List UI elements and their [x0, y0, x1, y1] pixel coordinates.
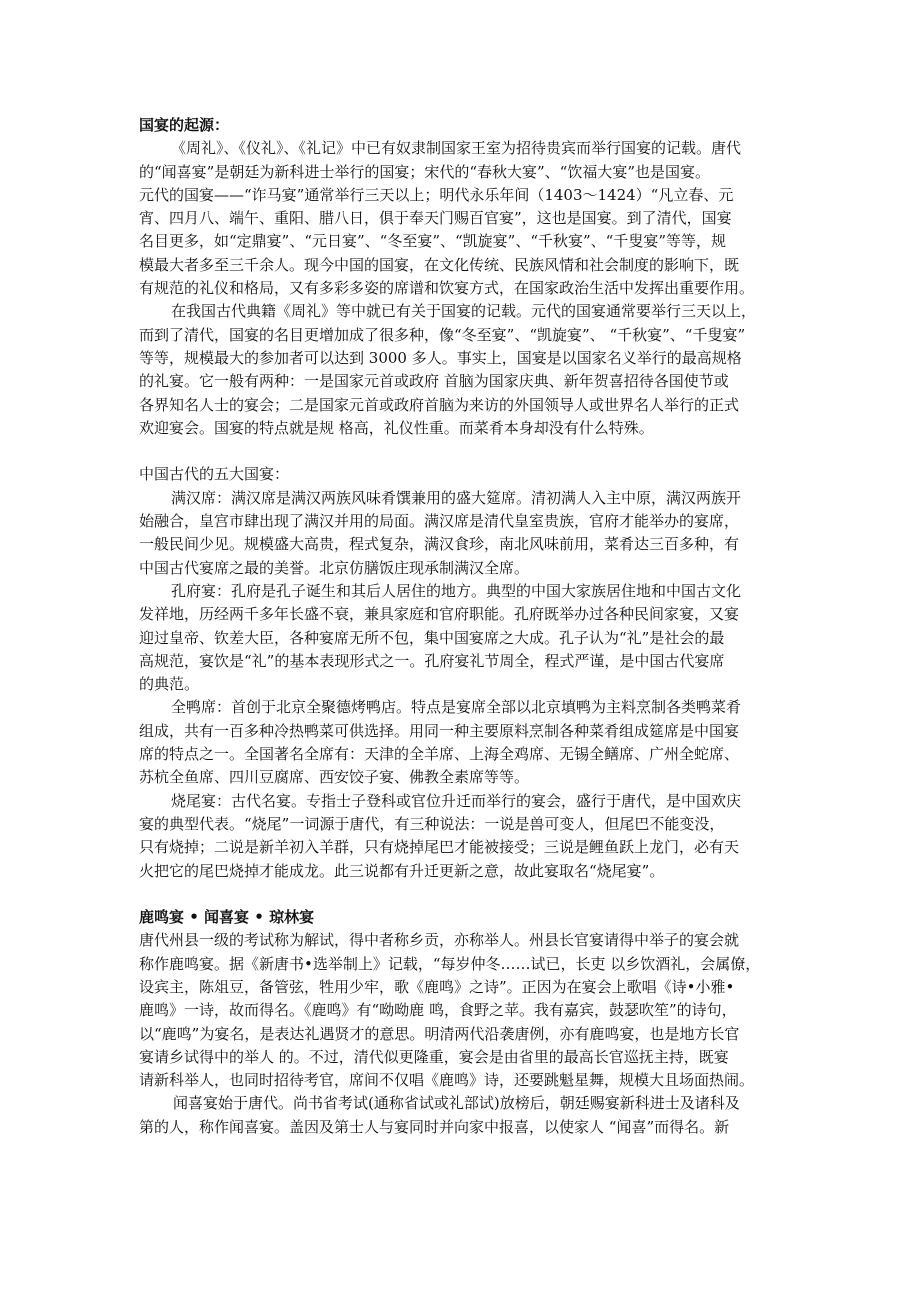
- text-line: 唐代州县一级的考试称为解试，得中者称乡贡，亦称举人。州县长官宴请得中举子的宴会就: [139, 931, 740, 950]
- text-line: 等等，规模最大的参加者可以达到 3000 多人。事实上，国宴是以国家名义举行的最高规格: [139, 348, 742, 367]
- text-line: 组成，共有一百多种冷热鸭菜可供选择。用同一种主要原料烹制各种菜肴组成筵席是中国宴: [139, 721, 740, 740]
- section-title-origin: 国宴的起源：: [139, 116, 230, 134]
- text-line: 各界知名人士的宴会；二是国家元首或政府首脑为来访的外国领导人或世界名人举行的正式: [139, 395, 740, 414]
- text-line: 而到了清代，国宴的名目更增加成了很多种，像“冬至宴”、“凯旋宴”、 “千秋宴”、“千叟宴”: [139, 325, 746, 344]
- section-title-luming: 鹿鸣宴 • 闻喜宴 • 琼林宴: [139, 908, 315, 927]
- text-line: 迎过皇帝、钦差大臣，各种宴席无所不包，集中国宴席之大成。孔子认为“礼”是社会的最: [139, 628, 725, 647]
- section-title-five-banquets: 中国古代的五大国宴：: [139, 465, 290, 484]
- text-line: 的典范。: [139, 675, 200, 694]
- paragraph-origin-1: [139, 137, 789, 300]
- spacer: [139, 883, 789, 906]
- text-line: 元代的国宴——“诈马宴”通常举行三天以上；明代永乐年间（1403～1424）“凡立春、元: [139, 185, 734, 204]
- paragraph-shaowei: [139, 790, 789, 883]
- text-line: 的“闻喜宴”是朝廷为新科进士举行的国宴；宋代的“春秋大宴”、“饮福大宴”也是国宴。: [139, 162, 711, 181]
- text-line: 始融合，皇宫市肆出现了满汉并用的局面。满汉席是清代皇室贵族，官府才能举办的宴席，: [139, 512, 740, 531]
- text-line: 宵、四月八、端午、重阳、腊八日，俱于奉天门赐百官宴”，这也是国宴。到了清代，国宴: [139, 209, 732, 228]
- text-line: 全鸭席：首创于北京全聚德烤鸭店。特点是宴席全部以北京填鸭为主料烹制各类鸭菜肴: [171, 698, 742, 717]
- text-line: 闻喜宴始于唐代。尚书省考试(通称省试或礼部试)放榜后，朝廷赐宴新科进士及诸科及: [173, 1094, 740, 1113]
- paragraph-kongfu: [139, 580, 789, 696]
- text-line: 设宾主，陈俎豆，备管弦，牲用少牢，歌《鹿鸣》之诗”。正因为在宴会上歌唱《诗•小雅•: [139, 977, 735, 996]
- document-page: [139, 114, 789, 1139]
- text-line: 称作鹿鸣宴。据《新唐书•选举制上》记载，“每岁仲冬……试已，长吏 以乡饮酒礼，会属僚，: [139, 954, 761, 973]
- paragraph-wenxi: [139, 1092, 789, 1139]
- text-line: 中国古代宴席之最的美誉。北京仿膳饭庄现承制满汉全席。: [139, 558, 530, 577]
- text-line: 鹿鸣》一诗，故而得名。《鹿鸣》有“呦呦鹿 鸣，食野之苹。我有嘉宾，鼓瑟吹笙”的诗句，: [139, 1001, 737, 1020]
- text-line: 只有烧掉；二说是新羊初入羊群，只有烧掉尾巴才能被接受；三说是鲤鱼跃上龙门，必有天: [139, 838, 740, 857]
- text-line: 欢迎宴会。国宴的特点就是规 格高，礼仪性重。而菜肴本身却没有什么特殊。: [139, 418, 654, 437]
- text-line: 火把它的尾巴烧掉才能成龙。此三说都有升迁更新之意，故此宴取名“烧尾宴”。: [139, 861, 665, 880]
- text-line: 宴请乡试得中的举人 的。不过，清代似更隆重，宴会是由省里的最高长官巡抚主持，既宴: [139, 1047, 729, 1066]
- text-line: 的礼宴。它一般有两种：一是国家元首或政府 首脑为国家庆典、新年贺喜招待各国使节或: [139, 372, 729, 391]
- text-line: 高规范，宴饮是“礼”的基本表现形式之一。孔府宴礼节周全，程式严谨，是中国古代宴席: [139, 651, 725, 670]
- text-line: 名目更多，如“定鼎宴”、“元日宴”、“冬至宴”、“凯旋宴”、“千秋宴”、“千叟宴”等等，规: [139, 232, 727, 251]
- paragraph-manhan: [139, 487, 789, 580]
- text-line: 宴的典型代表。“烧尾”一词源于唐代，有三种说法：一说是兽可变人，但尾巴不能变没，: [139, 814, 725, 833]
- text-line: 一般民间少见。规模盛大高贵，程式复杂，满汉食珍，南北风味前用，菜肴达三百多种，有: [139, 535, 740, 554]
- paragraph-quanya: [139, 696, 789, 789]
- text-line: 请新科举人，也同时招待考官，席间不仅唱《鹿鸣》诗，还要跳魁星舞，规模大且场面热闹。: [139, 1071, 755, 1090]
- paragraph-luming: [139, 929, 789, 1092]
- text-line: 有规范的礼仪和格局，又有多彩多姿的席谱和饮宴方式，在国家政治生活中发挥出重要作用。: [139, 279, 755, 298]
- text-line: 孔府宴：孔府是孔子诞生和其后人居住的地方。典型的中国大家族居住地和中国古文化: [171, 581, 742, 600]
- text-line: 《周礼》、《仪礼》、《礼记》中已有奴隶制国家王室为招待贵宾而举行国宴的记载。唐代: [171, 139, 742, 158]
- text-line: 席的特点之一。全国著名全席有：天津的全羊席、上海全鸡席、无锡全鳝席、广州全蛇席、: [139, 745, 740, 764]
- text-line: 以“鹿鸣”为宴名，是表达礼遇贤才的意思。明清两代沿袭唐例，亦有鹿鸣宴，也是地方长官: [139, 1024, 740, 1043]
- text-line: 在我国古代典籍《周礼》等中就已有关于国宴的记载。元代的国宴通常要举行三天以上，: [171, 302, 757, 321]
- text-line: 烧尾宴：古代名宴。专指士子登科或官位升迁而举行的宴会，盛行于唐代，是中国欢庆: [171, 791, 742, 810]
- text-line: 满汉席：满汉席是满汉两族风味肴馔兼用的盛大筵席。清初满人入主中原，满汉两族开: [171, 488, 742, 507]
- spacer: [139, 440, 789, 463]
- text-line: 第的人，称作闻喜宴。盖因及第士人与宴同时并向家中报喜，以使家人 “闻喜”而得名。新: [139, 1117, 730, 1136]
- text-line: 模最大者多至三千余人。现今中国的国宴，在文化传统、民族风情和社会制度的影响下，既: [139, 255, 740, 274]
- text-line: 苏杭全鱼席、四川豆腐席、西安饺子宴、佛教全素席等等。: [139, 768, 530, 787]
- paragraph-origin-2: [139, 300, 789, 440]
- text-line: 发祥地，历经两千多年长盛不衰，兼具家庭和官府职能。孔府既举办过各种民间家宴，又宴: [139, 605, 740, 624]
